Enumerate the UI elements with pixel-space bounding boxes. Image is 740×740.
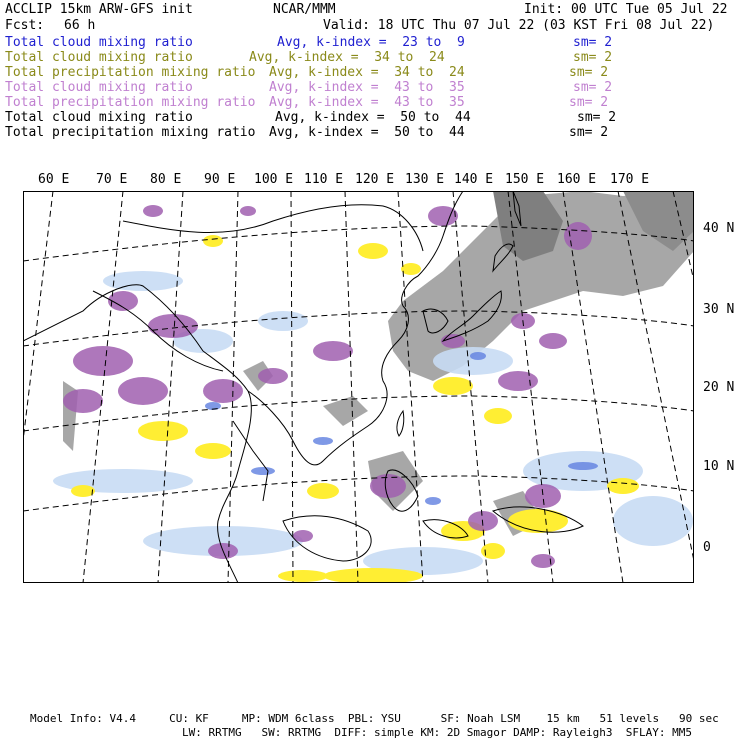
longitude-label: 140 E	[454, 172, 494, 187]
latitude-label: 10 N	[703, 459, 735, 474]
field-avg: Avg, k-index = 34 to 24	[249, 50, 445, 65]
longitude-label: 100 E	[254, 172, 294, 187]
field-sm: sm= 2	[569, 95, 609, 110]
field-avg: Avg, k-index = 23 to 9	[277, 35, 465, 50]
field-name: Total cloud mixing ratio	[5, 50, 193, 65]
longitude-label: 170 E	[610, 172, 650, 187]
field-sm: sm= 2	[577, 110, 617, 125]
longitude-label: 70 E	[96, 172, 128, 187]
field-name: Total precipitation mixing ratio	[5, 95, 256, 110]
field-avg: Avg, k-index = 50 to 44	[269, 125, 465, 140]
model-info-line1: Model Info: V4.4 CU: KF MP: WDM 6class PBL: YSU SF: Noah LSM 15 km 51 levels 90 sec	[30, 712, 719, 725]
latitude-label: 30 N	[703, 302, 735, 317]
field-name: Total cloud mixing ratio	[5, 80, 193, 95]
longitude-label: 150 E	[505, 172, 545, 187]
center-label: NCAR/MMM	[273, 2, 336, 17]
latitude-label: 0	[703, 540, 711, 555]
model-title: ACCLIP 15km ARW-GFS init	[5, 2, 193, 17]
field-sm: sm= 2	[569, 125, 609, 140]
model-info-line2: LW: RRTMG SW: RRTMG DIFF: simple KM: 2D Smagor DAMP: Rayleigh3 SFLAY: MM5	[182, 726, 692, 739]
field-name: Total cloud mixing ratio	[5, 35, 193, 50]
longitude-label: 130 E	[405, 172, 445, 187]
fcst-label: Fcst:	[5, 18, 45, 33]
field-sm: sm= 2	[573, 80, 613, 95]
field-avg: Avg, k-index = 50 to 44	[275, 110, 471, 125]
longitude-label: 120 E	[355, 172, 395, 187]
init-time: Init: 00 UTC Tue 05 Jul 22	[524, 2, 728, 17]
field-name: Total precipitation mixing ratio	[5, 125, 256, 140]
field-name: Total cloud mixing ratio	[5, 110, 193, 125]
field-sm: sm= 2	[569, 65, 609, 80]
longitude-label: 110 E	[304, 172, 344, 187]
valid-time: Valid: 18 UTC Thu 07 Jul 22 (03 KST Fri 08 Jul 22)	[323, 18, 715, 33]
field-name: Total precipitation mixing ratio	[5, 65, 256, 80]
forecast-map	[23, 191, 694, 583]
latitude-label: 20 N	[703, 380, 735, 395]
longitude-label: 160 E	[557, 172, 597, 187]
field-avg: Avg, k-index = 43 to 35	[269, 95, 465, 110]
field-sm: sm= 2	[573, 35, 613, 50]
field-avg: Avg, k-index = 34 to 24	[269, 65, 465, 80]
field-sm: sm= 2	[573, 50, 613, 65]
longitude-label: 80 E	[150, 172, 182, 187]
longitude-label: 60 E	[38, 172, 70, 187]
latitude-label: 40 N	[703, 221, 735, 236]
longitude-label: 90 E	[204, 172, 236, 187]
field-avg: Avg, k-index = 43 to 35	[269, 80, 465, 95]
fcst-value: 66 h	[64, 18, 96, 33]
